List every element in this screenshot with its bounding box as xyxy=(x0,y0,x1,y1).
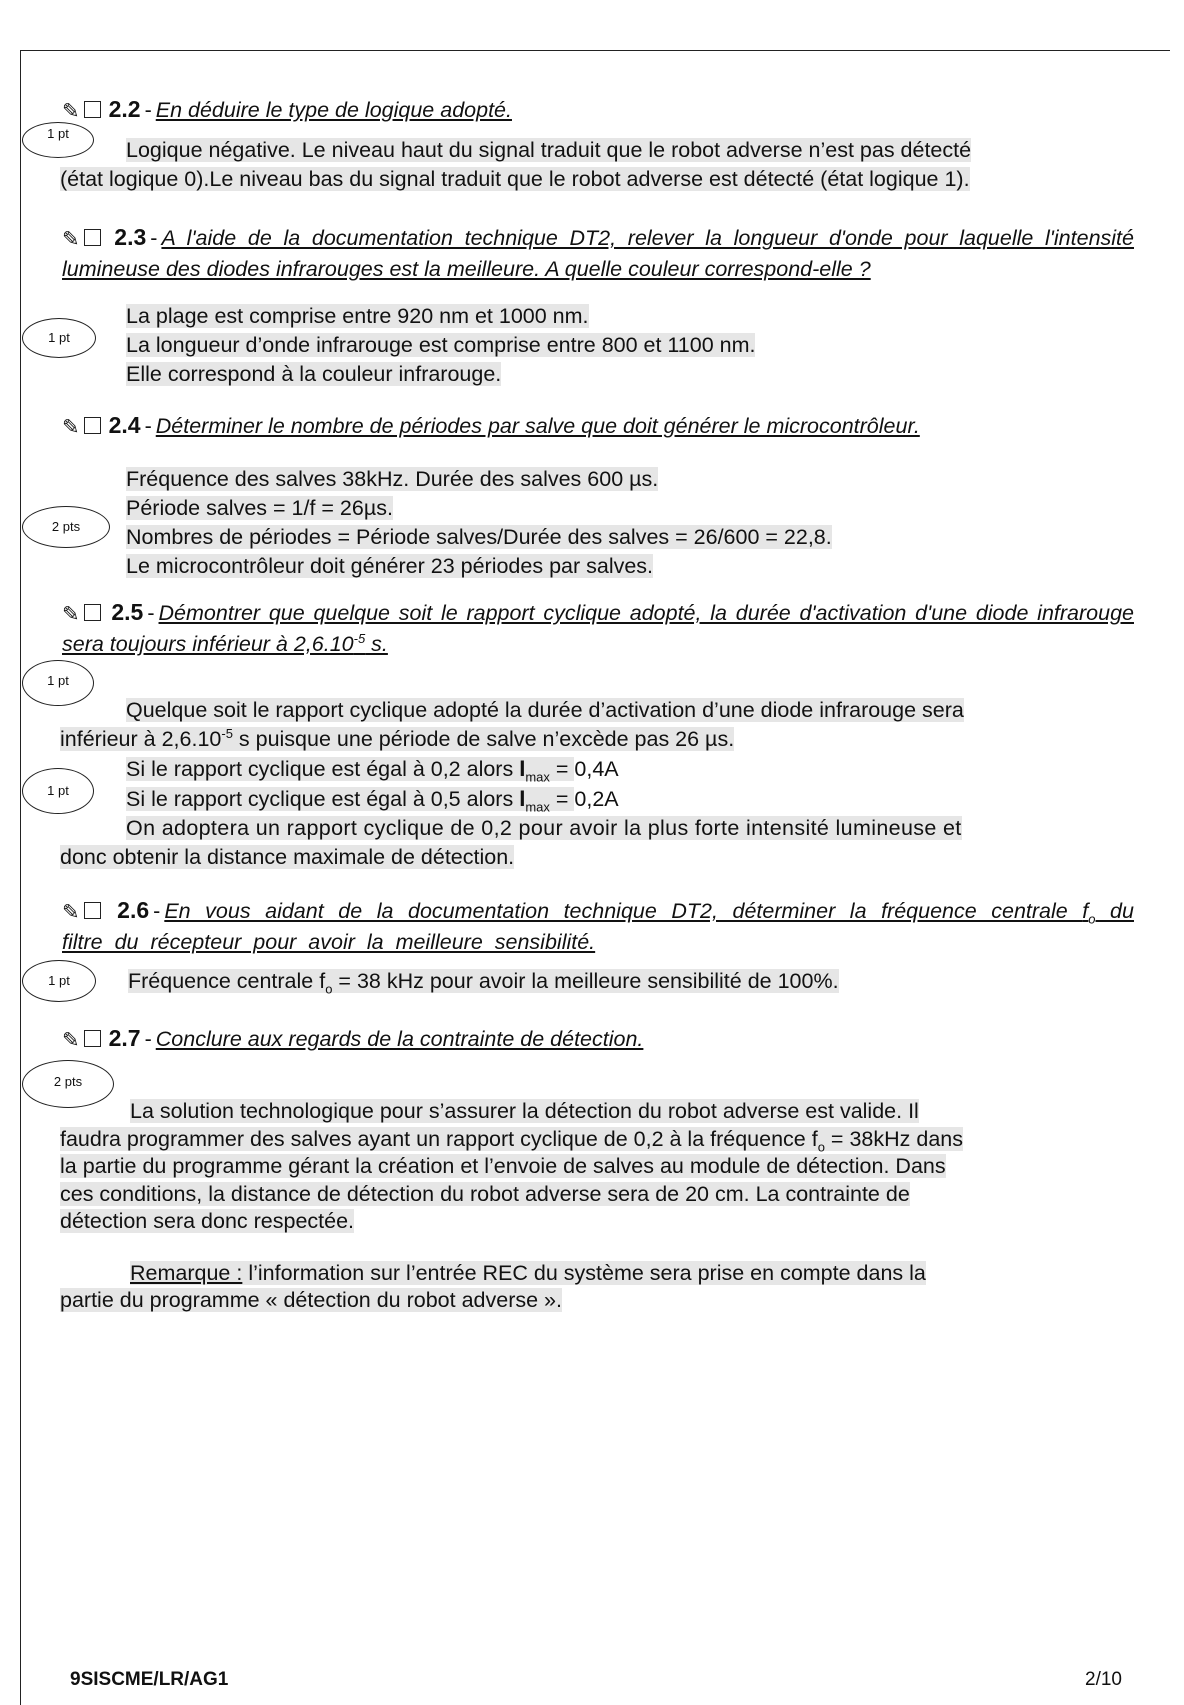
checkbox-icon[interactable] xyxy=(84,417,101,434)
question-text: Démontrer que quelque soit le rapport cyclique adopté, la durée d'activation d'une diode infrarouge sera toujours inférieur à $2,6.10^{-5}$ s. xyxy=(62,601,1134,656)
pencil-icon: ✎ xyxy=(62,416,80,439)
checkbox-icon[interactable] xyxy=(84,1030,101,1047)
question-text: Déterminer le nombre de périodes par salve que doit générer le microcontrôleur. xyxy=(155,414,920,438)
document-code: 9SISCME/LR/AG1 xyxy=(70,1669,229,1690)
checkbox-icon[interactable] xyxy=(84,101,101,118)
points-badge: 1 pt xyxy=(22,768,94,814)
page-left-border xyxy=(20,50,21,1705)
question-text: Conclure aux regards de la contrainte de détection. xyxy=(155,1027,644,1051)
answer-2-3: La plage est comprise entre 920 nm et 1000 nm. La longueur d’onde infrarouge est comprise entre 800 et 1100 nm. Elle correspond à la couleur infrarouge. xyxy=(126,304,756,386)
page-top-border xyxy=(20,50,1170,51)
checkbox-icon[interactable] xyxy=(84,229,101,246)
pencil-icon: ✎ xyxy=(62,100,80,123)
answer-2-2: Logique négative. Le niveau haut du signal traduit que le robot adverse n’est pas détecté (état logique 0).Le niveau bas du signal traduit que le robot adverse est détecté (état logique 1). xyxy=(60,138,972,191)
points-badge: 1 pt xyxy=(22,318,96,358)
question-2-2: ✎ 2.2 - En déduire le type de logique adopté. xyxy=(62,94,1134,126)
points-badge: 1 pt xyxy=(22,660,94,706)
points-badge: 2 pts xyxy=(22,506,110,548)
answer-2-5: Quelque soit le rapport cyclique adopté la durée d’activation d’une diode infrarouge sera inférieur à $2,6.10^{-5}$ s puisque une période de salve n’excède pas 26 µs. Si le rapport cyclique est égal à 0,2 alors $I_{max} = 0,4A$ Si le rapport cyclique est égal à 0,5 alors $I_{max} = 0,2A$ On adoptera un rapport cyclique de 0,2 pour avoir la plus forte intensité lumineuse et donc obtenir la distance maximale de détection. xyxy=(60,698,964,869)
question-2-6: ✎ 2.6 - En vous aidant de la documentation technique DT2, déterminer la fréquence centrale $f_o$ du filtre du récepteur pour avoir la meilleure sensibilité. xyxy=(62,897,1134,954)
points-badge: 2 pts xyxy=(22,1060,114,1108)
question-number: 2.6 xyxy=(117,897,150,923)
pencil-icon: ✎ xyxy=(62,901,80,924)
question-number: 2.5 xyxy=(111,599,144,625)
checkbox-icon[interactable] xyxy=(84,604,101,621)
question-2-5: ✎ 2.5 - Démontrer que quelque soit le rapport cyclique adopté, la durée d'activation d'une diode infrarouge sera toujours inférieur à $2,6.10^{-5}$ s. xyxy=(62,599,1134,656)
question-text: A l'aide de la documentation technique DT2, relever la longueur d'onde pour laquelle l'intensité lumineuse des diodes infrarouges est la meilleure. A quelle couleur correspond-elle ? xyxy=(62,226,1134,281)
answer-2-7: La solution technologique pour s’assurer la détection du robot adverse est valide. Il faudra programmer des salves ayant un rapport cyclique de 0,2 à la fréquence $f_o = 38kHz$ dans la partie du programme gérant la création et l’envoie de salves au module de détection. Dans ces conditions, la distance de détection du robot adverse sera de 20 cm. La contrainte de détection sera donc respectée. Remarque : l’information sur l’entrée REC du système sera prise en compte dans la partie du programme « détection du robot adverse ». xyxy=(60,1099,963,1312)
question-number: 2.3 xyxy=(114,224,147,250)
pencil-icon: ✎ xyxy=(62,228,80,251)
checkbox-icon[interactable] xyxy=(84,902,101,919)
answer-2-6: Fréquence centrale $f_o = 38$ kHz pour avoir la meilleure sensibilité de 100%. xyxy=(128,969,839,997)
points-badge: 1 pt xyxy=(22,122,94,158)
question-number: 2.2 xyxy=(108,96,141,122)
answer-2-4: Fréquence des salves 38kHz. Durée des salves 600 µs. Période salves = 1/f = 26µs. Nombres de périodes = Période salves/Durée des salves = 26/600 = 22,8. Le microcontrôleur doit générer 23 périodes par salves. xyxy=(126,467,832,578)
points-badge: 1 pt xyxy=(22,960,96,1002)
remark: Remarque : l’information sur l’entrée REC du système sera prise en compte dans la xyxy=(130,1260,926,1285)
pencil-icon: ✎ xyxy=(62,1029,80,1052)
question-text: En vous aidant de la documentation technique DT2, déterminer la fréquence centrale $f_o$ du filtre du récepteur pour avoir la meilleure sensibilité. xyxy=(62,899,1134,954)
question-number: 2.7 xyxy=(108,1025,141,1051)
question-2-4: ✎ 2.4 - Déterminer le nombre de périodes par salve que doit générer le microcontrôleur. xyxy=(62,410,1134,442)
question-2-3: ✎ 2.3 - A l'aide de la documentation technique DT2, relever la longueur d'onde pour laquelle l'intensité lumineuse des diodes infrarouges est la meilleure. A quelle couleur correspond-elle ? xyxy=(62,224,1134,281)
question-text: En déduire le type de logique adopté. xyxy=(155,98,512,122)
pencil-icon: ✎ xyxy=(62,603,80,626)
page-number: 2/10 xyxy=(1085,1669,1122,1690)
question-2-7: ✎ 2.7 - Conclure aux regards de la contrainte de détection. xyxy=(62,1023,1134,1055)
question-number: 2.4 xyxy=(108,412,141,438)
